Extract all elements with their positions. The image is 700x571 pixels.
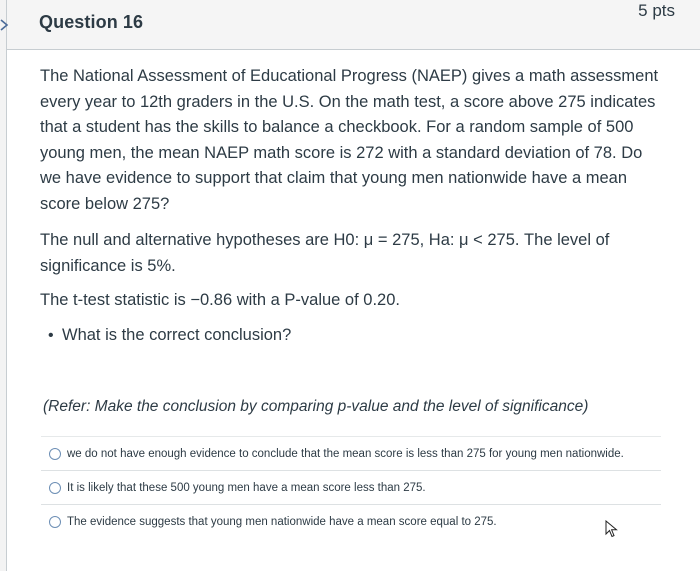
points-label: 5 pts xyxy=(638,1,675,20)
answer-label: The evidence suggests that young men nationwide have a mean score equal to 275. xyxy=(67,515,497,528)
answer-label: It is likely that these 500 young men have a mean score less than 275. xyxy=(67,481,426,494)
radio-icon[interactable] xyxy=(49,482,61,494)
question-paragraph-1: The National Assessment of Educational Progress (NAEP) gives a math assessment every year to 12th graders in the U.S. On the math test, a score above 275 indicates that a student has the skills to balance a checkbook. For a random sample of 500 young men, the mean NAEP math score is 272 with a standard deviation of 78. Do we have evidence to support that claim that young men nationwide have a mean score below 275? xyxy=(40,67,659,213)
answer-label: we do not have enough evidence to conclude that the mean score is less than 275 for young men nationwide. xyxy=(67,447,624,460)
radio-icon[interactable] xyxy=(49,516,61,528)
answer-option-2[interactable] xyxy=(41,470,661,504)
question-body xyxy=(40,64,665,348)
question-card xyxy=(6,0,700,571)
flag-arrow-icon[interactable] xyxy=(0,18,13,32)
cursor-icon xyxy=(605,520,619,538)
bullet-item xyxy=(48,323,665,349)
bullet-dot-icon: • xyxy=(48,326,54,344)
question-title: Question 16 xyxy=(39,12,144,32)
question-paragraph-3: The t-test statistic is −0.86 with a P-value of 0.20. xyxy=(40,291,400,309)
question-header xyxy=(7,0,700,50)
refer-note: (Refer: Make the conclusion by comparing p-value and the level of significance) xyxy=(43,398,589,415)
answer-option-3[interactable] xyxy=(41,504,661,538)
question-paragraph-2: The null and alternative hypotheses are H0: μ = 275, Ha: μ < 275. The level of significance is 5%. xyxy=(40,231,610,275)
answer-list xyxy=(41,436,661,538)
radio-icon[interactable] xyxy=(49,448,61,460)
bullet-text: What is the correct conclusion? xyxy=(62,325,292,344)
answer-option-1[interactable] xyxy=(41,436,661,470)
